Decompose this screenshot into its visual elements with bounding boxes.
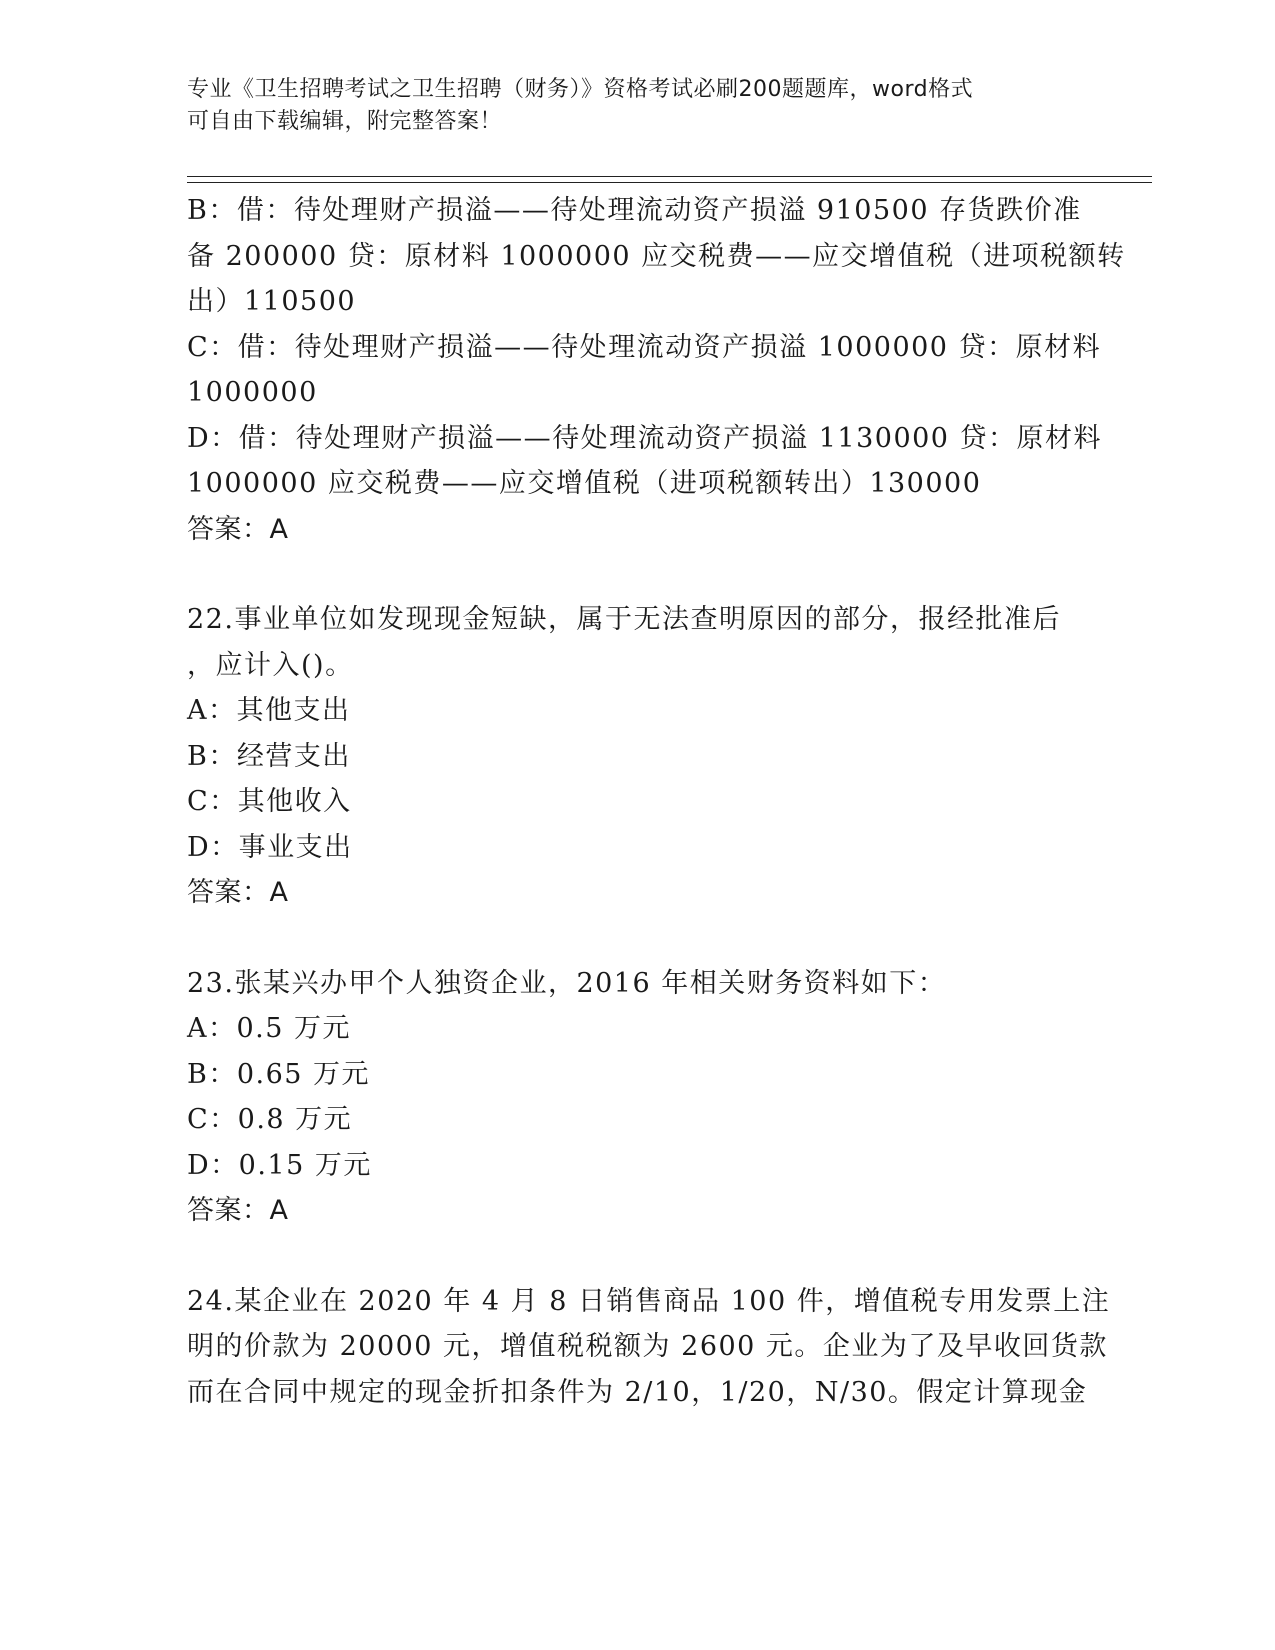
option-b: B：经营支出 [187, 740, 351, 772]
question-21 [187, 188, 1126, 552]
option-a: A：0.5 万元 [187, 1013, 352, 1044]
option-b-line-3: 出）110500 [187, 286, 357, 317]
question-stem-line-3: 而在合同中规定的现金折扣条件为 2/10，1/20，N/30。假定计算现金 [187, 1376, 1088, 1408]
option-c-line-1: C：借：待处理财产损溢——待处理流动资产损溢 1000000 贷：原材料 [187, 331, 1102, 363]
option-c: C：其他收入 [187, 786, 352, 817]
answer-line: 答案：A [187, 1195, 289, 1226]
header-divider-bottom [187, 182, 1152, 183]
answer-line: 答案：A [187, 877, 289, 908]
question-stem-line-1: 22.事业单位如发现现金短缺，属于无法查明原因的部分，报经批准后 [187, 604, 1061, 635]
question-stem-line-1: 23.张某兴办甲个人独资企业，2016 年相关财务资料如下： [187, 967, 947, 999]
option-d: D：0.15 万元 [187, 1149, 372, 1181]
option-d-line-1: D：借：待处理财产损溢——待处理流动资产损溢 1130000 贷：原材料 [187, 422, 1103, 454]
spacer [187, 1234, 1087, 1279]
header-line-1: 专业《卫生招聘考试之卫生招聘（财务）》资格考试必刷200题题库，word格式 [187, 77, 974, 102]
option-d-line-2: 1000000 应交税费——应交增值税（进项税额转出）130000 [187, 468, 982, 499]
question-stem-line-2: 明的价款为 20000 元，增值税税额为 2600 元。企业为了及早收回货款 [187, 1331, 1108, 1362]
document-body [187, 188, 1126, 1415]
option-a: A：其他支出 [187, 695, 351, 726]
spacer [187, 916, 1087, 961]
option-b: B：0.65 万元 [187, 1058, 371, 1090]
spacer [187, 552, 1087, 597]
question-stem-line-2: ，应计入()。 [187, 649, 354, 681]
option-c-line-2: 1000000 [187, 377, 318, 408]
question-24 [187, 1279, 1111, 1416]
option-d: D：事业支出 [187, 831, 353, 863]
question-22 [187, 597, 1087, 916]
question-stem-line-1: 24.某企业在 2020 年 4 月 8 日销售商品 100 件，增值税专用发票上注 [187, 1285, 1111, 1317]
option-b-line-1: B：借：待处理财产损溢——待处理流动资产损溢 910500 存货跌价准 [187, 195, 1082, 226]
answer-line: 答案：A [187, 513, 289, 545]
document-header [187, 74, 1067, 138]
header-line-2: 可自由下载编辑，附完整答案！ [187, 109, 503, 134]
header-divider-top [187, 176, 1152, 177]
option-b-line-2: 备 200000 贷：原材料 1000000 应交税费——应交增值税（进项税额转 [187, 240, 1126, 272]
option-c: C：0.8 万元 [187, 1104, 353, 1135]
question-23 [187, 961, 1087, 1234]
